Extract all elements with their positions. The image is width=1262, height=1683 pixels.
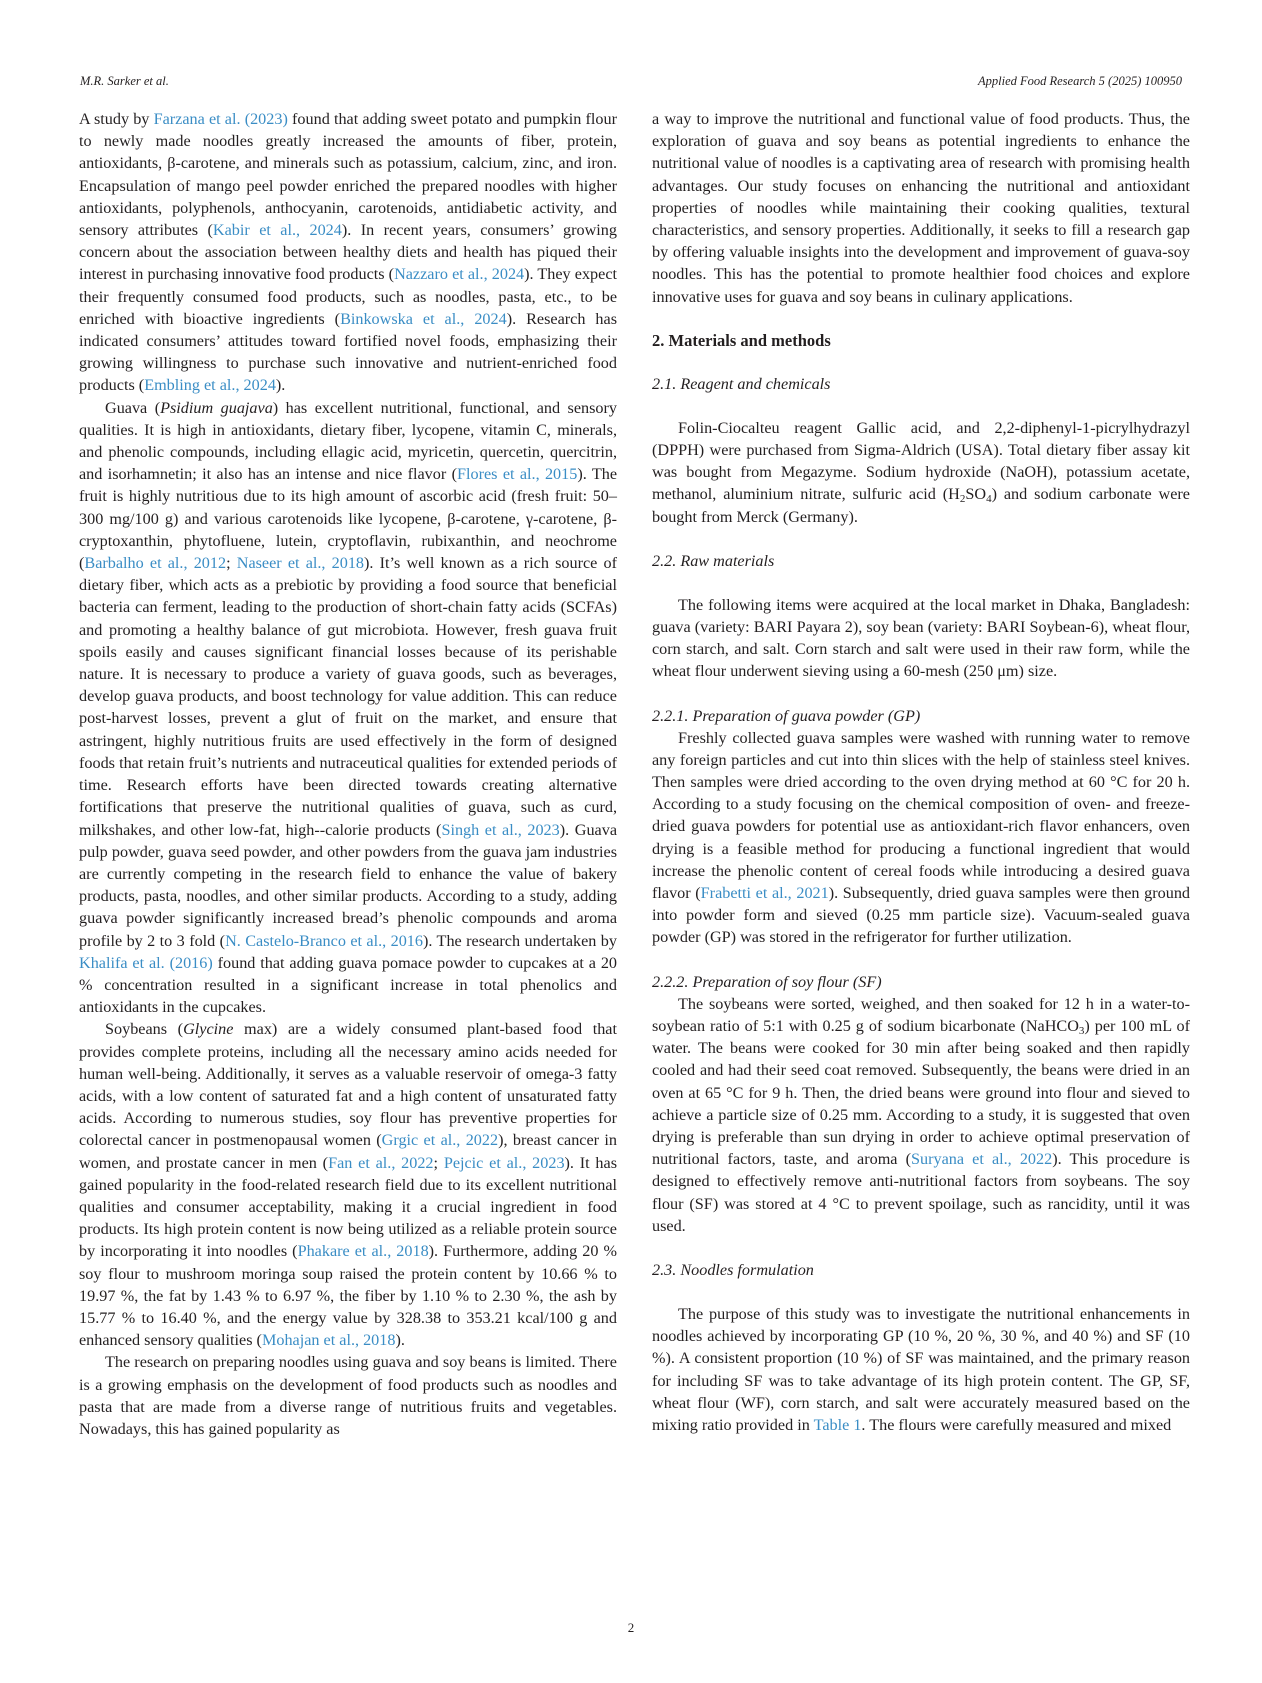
text-run: max) are a widely consumed plant-based food that provides complete proteins, including all the necessary amino acids needed for human well-being. Additionally, it serves as a valuable reservoir of omega-3 fatty acids, with a low content of saturated fat and a high content of unsaturated fatty acids. According to numerous studies, soy flour has preventive properties for colorectal cancer in postmenopausal women ( — [79, 1020, 617, 1150]
citation-link[interactable]: Grgic et al., 2022 — [381, 1131, 499, 1150]
text-run: ), breast cancer in women, and prostate cancer in men ( — [79, 1131, 617, 1172]
text-run: a way to improve the nutritional and functional value of food products. Thus, the exploration of guava and soy beans as potential ingredients to enhance the nutritional value of noodles is a captivating area of research with promising health advantages. Our study focuses on enhancing the nutritional and antioxidant properties of noodles while maintaining their cooking qualities, textural characteristics, and sensory properties. Additionally, it seeks to fill a research gap by offering valuable insights into the development and improvement of guava-soy noodles. This has the potential to promote healthier food choices and explore innovative uses for guava and soy beans in culinary applications. — [652, 110, 1190, 306]
citation-link[interactable]: Embling et al., 2024 — [144, 376, 276, 395]
text-run: SO — [965, 485, 987, 504]
citation-link[interactable]: Khalifa et al. (2016) — [79, 953, 213, 972]
citation-link[interactable]: Fan et al., 2022 — [328, 1153, 434, 1172]
paragraph — [652, 1303, 1190, 1436]
text-run: The research on preparing noodles using guava and soy beans is limited. There is a growing emphasis on the development of food products such as noodles and pasta that are made from a diverse range of nutritious fruits and vegetables. Nowadays, this has gained popularity as — [79, 1353, 617, 1438]
spacer — [652, 528, 1190, 550]
citation-link[interactable]: Nazzaro et al., 2024 — [394, 265, 525, 284]
spacer — [652, 683, 1190, 705]
text-run: ). Research has indicated consumers’ attitudes toward fortified novel foods, emphasizing their growing willingness to purchase such innovative and nutrient-enriched food products ( — [79, 309, 617, 395]
text-run: Guava ( — [105, 398, 161, 417]
spacer — [652, 1237, 1190, 1259]
citation-link[interactable]: Kabir et al., 2024 — [212, 221, 342, 240]
text-run: ). Guava pulp powder, guava seed powder, and other powders from the guava jam industries are currently competing in the research field to enhance the value of bakery products, pasta, noodles, and other similar products. According to a study, adding guava powder significantly increased bread’s phenolic compounds and aroma profile by 2 to 3 fold ( — [79, 820, 617, 950]
citation-link[interactable]: Mohajan et al., 2018 — [261, 1331, 396, 1350]
citation-link[interactable]: Frabetti et al., 2021 — [700, 884, 829, 903]
paragraph — [652, 594, 1190, 683]
citation-link[interactable]: Barbalho et al., 2012 — [84, 554, 227, 573]
table-reference-link[interactable]: Table 1 — [813, 1415, 862, 1434]
text-run: ). This procedure is designed to effectively remove anti-nutritional factors from soybeans. The soy flour (SF) was stored at 4 °C to prevent spoilage, such as rancidity, until it was used. — [652, 1150, 1190, 1235]
text-run: ; — [433, 1153, 444, 1172]
citation-link[interactable]: Binkowska et al., 2024 — [340, 309, 507, 328]
citation-link[interactable]: Naseer et al., 2018 — [236, 554, 365, 573]
subsection-heading: 2.3. Noodles formulation — [652, 1260, 814, 1279]
text-run: ) per 100 mL of water. The beans were cooked for 30 min after being soaked and then rapidly cooled and had their seed coat removed. Subsequently, the beans were dried in an oven at 65 °C for 9 h. Then, the dried beans were ground into flour and sieved to achieve a particle size of 0.25 mm. According to a study, it is suggested that oven drying is preferable than sun drying in order to achieve optimal preservation of nutritional factors, taste, and aroma ( — [652, 1016, 1190, 1169]
subsection-heading: 2.1. Reagent and chemicals — [652, 374, 831, 393]
citation-link[interactable]: Farzana et al. (2023) — [153, 110, 288, 128]
text-run: ) has excellent nutritional, functional, and sensory qualities. It is high in antioxidants, dietary fiber, lycopene, vitamin C, minerals, and phenolic compounds, including ellagic acid, myricetin, quercetin, quercitrin, and isorhamnetin; it also has an intense and nice flavor ( — [79, 398, 617, 484]
text-run: ). Subsequently, dried guava samples were then ground into powder form and sieved (0.25 mm particle size). Vacuum-sealed guava powder (GP) was stored in the refrigerator for further utilization. — [652, 884, 1191, 947]
citation-link[interactable]: Flores et al., 2015 — [457, 465, 578, 484]
subsubsection-heading: 2.2.1. Preparation of guava powder (GP) — [652, 706, 921, 725]
paragraph — [652, 417, 1190, 528]
spacer — [652, 949, 1190, 971]
text-run: ). It’s well known as a rich source of dietary fiber, which acts as a prebiotic by providing a food source that beneficial bacteria can ferment, leading to the production of short-chain fatty acids (SCFAs) and promoting a healthy balance of gut microbiota. However, fresh guava fruit spoils easily and causes significant financial losses because of its perishable nature. It is necessary to produce a variety of guava goods, such as beverages, develop guava products, and boost technology for value addition. This can reduce post-harvest losses, prevent a glut of fruit on the market, and ensure that astringent, highly nutritious fruits are used effectively in the form of designed foods that retain fruit’s nutrients and nutraceutical qualities for extended periods of time. Research efforts have been directed towards creating alternative fortifications that preserve the nutritional qualities of guava, such as curd, milkshakes, and other low-fat, high--calorie products ( — [79, 554, 618, 839]
left-column — [79, 108, 617, 1440]
text-run: Soybeans ( — [105, 1020, 184, 1039]
paragraph — [652, 108, 1190, 308]
citation-link[interactable]: Pejcic et al., 2023 — [443, 1153, 565, 1172]
paragraph — [652, 727, 1190, 949]
text-run: The following items were acquired at the local market in Dhaka, Bangladesh: guava (variety: BARI Payara 2), soy bean (variety: BARI Soybean-6), wheat flour, corn starch, and salt. Corn starch and salt were used in their raw form, while the wheat flour underwent sieving using a 60-mesh (250 μm) size. — [652, 595, 1190, 681]
text-run: Freshly collected guava samples were washed with running water to remove any foreign particles and cut into thin slices with the help of stainless steel knives. Then samples were dried according to the oven drying method at 60 °C for 20 h. According to a study focusing on the chemical composition of oven- and freeze-dried guava powders for potential use as antioxidant-rich flavor enhancers, oven drying is a feasible method for producing a functional ingredient that would increase the phenolic content of cereal foods while introducing a desired guava flavor ( — [652, 728, 1190, 903]
paragraph — [79, 108, 617, 397]
citation-link[interactable]: Singh et al., 2023 — [441, 820, 560, 839]
citation-link[interactable]: Phakare et al., 2018 — [297, 1242, 429, 1261]
subscript: 4 — [986, 493, 992, 506]
text-run: ). — [395, 1331, 405, 1350]
text-run: A study by — [79, 110, 154, 128]
text-run: found that adding sweet potato and pumpkin flour to newly made noodles greatly increased the amounts of fiber, protein, antioxidants, β-carotene, and minerals such as potassium, calcium, zinc, and iron. Encapsulation of mango peel powder enriched the prepared noodles with higher antioxidants, polyphenols, anthocyanin, carotenoids, antidiabetic activity, and sensory attributes ( — [79, 110, 617, 240]
text-run: The purpose of this study was to investigate the nutritional enhancements in noodles achieved by incorporating GP (10 %, 20 %, 30 %, and 40 %) and SF (10 %). A consistent proportion (10 %) of SF was maintained, and the primary reason for including SF was to take advantage of its high protein content. The GP, SF, wheat flour (WF), corn starch, and salt were accurately measured based on the mixing ratio provided in — [652, 1304, 1190, 1434]
subscript: 2 — [959, 493, 966, 506]
citation-link[interactable]: N. Castelo-Branco et al., 2016 — [225, 931, 423, 950]
paragraph — [79, 397, 617, 1019]
text-run: ). — [275, 376, 286, 395]
paragraph — [652, 993, 1190, 1237]
page-number: 2 — [627, 1620, 635, 1635]
text-run: ). In recent years, consumers’ growing concern about the association between healthy diets and health has piqued their interest in purchasing innovative food products ( — [79, 221, 617, 284]
citation-link[interactable]: Suryana et al., 2022 — [911, 1150, 1053, 1169]
text-run: ). It has gained popularity in the food-related research field due to its excellent nutritional qualities and consumer acceptability, making it a crucial ingredient in food products. Its high protein content is now being utilized as a reliable protein source by incorporating it into noodles ( — [79, 1153, 618, 1261]
text-run: . The flours were carefully measured and mixed — [861, 1415, 1172, 1434]
text-run: ; — [226, 554, 237, 573]
section-heading: 2. Materials and methods — [652, 330, 831, 350]
subscript: 3 — [1078, 1024, 1085, 1037]
paragraph — [79, 1351, 617, 1440]
subsection-heading: 2.2. Raw materials — [652, 551, 775, 570]
right-column — [652, 108, 1190, 1436]
species-name: Glycine — [183, 1020, 234, 1039]
text-run: ). The research undertaken by — [423, 931, 617, 950]
text-run: ). They expect their frequently consumed food products, such as noodles, pasta, etc., to be enriched with bioactive ingredients ( — [79, 265, 618, 328]
text-run: ) and sodium carbonate were bought from Merck (Germany). — [652, 485, 1190, 526]
paragraph — [79, 1018, 617, 1351]
subsubsection-heading: 2.2.2. Preparation of soy flour (SF) — [652, 972, 882, 991]
text-run: found that adding guava pomace powder to cupcakes at a 20 % concentration resulted in a significant increase in total phenolics and antioxidants in the cupcakes. — [79, 953, 618, 1017]
text-run: The soybeans were sorted, weighed, and then soaked for 12 h in a water-to-soybean ratio of 5:1 with 0.25 g of sodium bicarbonate (NaHCO — [652, 994, 1190, 1035]
running-head-authors: M.R. Sarker et al. — [80, 74, 169, 88]
text-run: ). Furthermore, adding 20 % soy flour to mushroom moringa soup raised the protein content by 10.66 % to 19.97 %, the fat by 1.43 % to 6.97 %, the fiber by 1.10 % to 2.30 %, the ash by 15.77 % to 16.40 %, and the energy value by 328.38 to 353.21 kcal/100 g and enhanced sensory qualities ( — [79, 1242, 617, 1350]
text-run: ). The fruit is highly nutritious due to its high amount of ascorbic acid (fresh fruit: 50–300 mg/100 g) and various carotenoids like lycopene, β-carotene, γ-carotene, β-cryptoxanthin, phytofluene, lutein, cryptoflavin, rubixanthin, and neochrome ( — [79, 465, 617, 573]
text-run: Folin-Ciocalteu reagent Gallic acid, and 2,2-diphenyl-1-picrylhydrazyl (DPPH) were purchased from Sigma-Aldrich (USA). Total dietary fiber assay kit was bought from Megazyme. Sodium hydroxide (NaOH), potassium acetate, methanol, aluminium nitrate, sulfuric acid (H — [652, 418, 1190, 504]
species-name: Psidium guajava — [160, 398, 273, 417]
running-head-journal: Applied Food Research 5 (2025) 100950 — [977, 74, 1182, 88]
